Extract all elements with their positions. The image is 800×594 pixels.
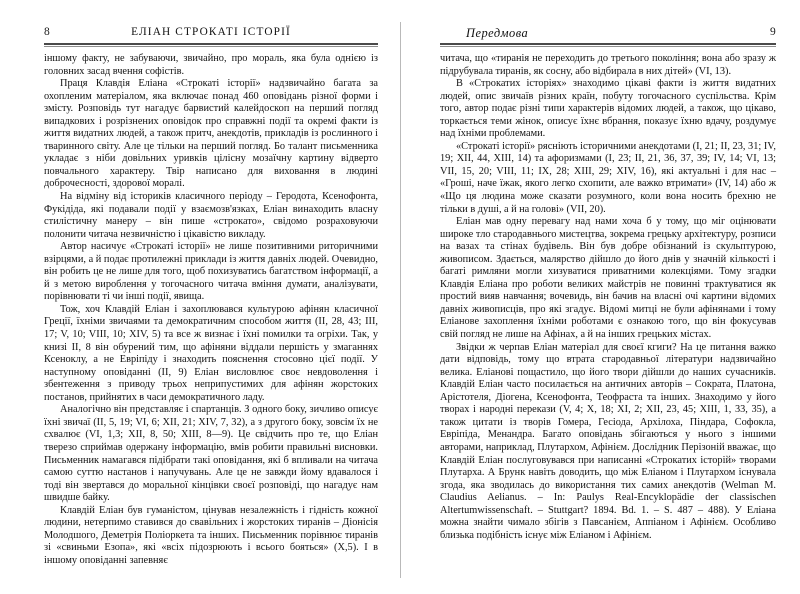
paragraph: Тож, хоч Клавдій Еліан і захоплювався культурою афінян класичної Греції, їхніми звичаями та демократичним способом життя (II, 28, 43; III, 17; V, 10; VIII, 10; XIV, 5) та все ж визнає і їхні помилки та огріхи. Так, у книзі II, 8 він обурений тим, що афіняни віддали першість у змаганнях Ксеноклу, а не Евріпіду і знаходить пояснення стосовно цієї події. У наступному оповіданні (II, 9) Еліан висловлює своє невдоволення і збентеження з приводу трьох неприпустимих для афінян жорстоких постанов, прийнятих в часи демократичного ладу. <box>44 303 378 403</box>
paragraph: На відміну від істориків класичного періоду – Геродота, Ксенофонта, Фукідіда, які подавали події у взаємозв'язках, Еліан винаходить власну стилістичну манеру – він пише «строкато», свідомо розраховуючи полонити читача незвичністю і цікавістю викладу. <box>44 191 378 240</box>
paragraph: Еліан мав одну перевагу над нами хоча б у тому, що міг оцінювати широке тло стародавнього мистецтва, зокрема грецьку архітектуру, розписи на вазах та стінах будівель. Він був добре обізнаний із скульптурою, живописом. Здається, малярство дійшло до його днів у значній кількості і багаті римляни могли хизуватися приватними колекціями. Тому згадки Клавдія Еліана про роботи великих майстрів не повинні трактуватися як простий вияв навчання; вочевидь, він бачив на власні очі картини відомих давніх живописців, про які згадує. Відомі митці не були афінянами і тому Еліанове захоплення їхніми роботами є ознакою того, що він фокусував свій погляд не лише на Афінах, а й на інших грецьких містах. <box>440 216 776 341</box>
paragraph: Аналогічно він представляє і спартанців. З одного боку, зичливо описує їхні звичаї (II, 5, 19; VI, 6; XII, 21; XIV, 7, 32), а з другого боку, зовсім їх не схвалює (VI, 1,3; XII, 8, 50; XIII, 8—9). Це свідчить про те, що Еліан тверезо сприймав одержану інформацію, вмів робити правильні висновки. Письменник намагався підібрати такі оповідання, які б впливали на читача самою суттю настанов і напучувань. Але це не завжди йому вдавалося і тоді він звертався до моральної кінцівки своєї розповіді, що нагадує нам швидше байку. <box>44 404 378 504</box>
body-text-verso <box>44 53 378 567</box>
running-head-verso <box>44 26 378 42</box>
head-rule-recto <box>440 43 776 47</box>
paragraph: В «Строкатих історіях» знаходимо цікаві факти із життя видатних людей, опис звичаїв різних країн, побуту тогочасного суспільства. Крім того, автор подає різні типи характерів відомих людей, а також, що цікаво, торкається теми жінок, описує їхнє вбрання, показує їхню вдачу, роздумує над їхніми проблемами. <box>440 78 776 140</box>
running-head-title-recto: Передмова <box>466 26 529 40</box>
page-recto <box>400 0 800 594</box>
paragraph: Автор насичує «Строкаті історії» не лише позитивними риторичними взірцями, а й подає протилежні приклади із життя давніх людей. Очевидно, він робить це не лише для того, щоб похизуватись багатством інформації, а й з метою вироблення у тогочасного читача вміння думати, аналізувати, порівнювати ті чи інші події, явища. <box>44 241 378 303</box>
head-rule-verso <box>44 43 378 47</box>
paragraph: Праця Клавдія Еліана «Строкаті історії» надзвичайно багата за охопленим матеріалом, яка включає понад 460 оповідань різної форми і змісту. Розповідь тут нагадує барвистий калейдоскоп на перший погляд випадкових і розрізнених оповідок про справжні події та окремі факти із життя видатних людей, а також притч, анекдотів, прикладів із рослинного і тваринного світу. Але це тільки на перший погляд. Бо талант письменника укладає з ніби довільних уривків цілісну мозаїчну картину відверто повчального характеру. Твір написано для виховання в людині доброчесності, здорової моралі. <box>44 78 378 190</box>
paragraph: Клавдій Еліан був гуманістом, цінував незалежність і гідність кожної людини, нетерпимо ставився до свавільних і жорстоких тиранів – Діонісія Молодшого, Деметрія Поліоркета та інших. Письменник порівнює тиранів зі «свиньми Езопа», які «всіх підозрюють і всього бояться» (Х,5). І в іншому оповіданні запевняє <box>44 504 378 566</box>
running-head-recto <box>440 26 776 42</box>
folio-number-recto: 9 <box>770 26 776 38</box>
paragraph: іншому факту, не забуваючи, звичайно, про мораль, яка була однією із головних засад вчення софістів. <box>44 53 378 77</box>
folio-number-verso: 8 <box>44 26 50 38</box>
running-head-title-verso: ЕЛІАН СТРОКАТІ ІСТОРІЇ <box>131 26 291 38</box>
body-text-recto <box>440 53 776 542</box>
paragraph: «Строкаті історії» рясніють історичними анекдотами (I, 21; II, 23, 31; IV, 19; XII, 44, XIII, 14) та афоризмами (I, 23; II, 21, 36, 37, 39; IV, 14; VI, 13; VII, 15, 20; VIII, 11; IX, 28; XIII, 29; XIV, 16), які актуальні і для нас – «Гроші, наче їжак, якого легко схопити, але важко втримати» (IV, 14) або ж «Що ця людина може сказати розумного, коли вона носить брехню не тільки в душі, а й на голові» (VII, 20). <box>440 140 776 215</box>
paragraph: Звідки ж черпав Еліан матеріал для своєї кгиги? На це питання важко дати відповідь, тому що втрата стародавньої літератури надзвичайно велика. Еліанові пощастило, що його твори дійшли до наших сучасників. Клавдій Еліан часто посилається на античних авторів – Сократа, Платона, Арістотеля, Діогена, Ксенофонта, Теофраста та інших. Знаходимо у його творах і народні перекази (V, 4; X, 18; XI, 2; XII, 23, 45; XIII, 1, 33, 35), а також цитати із творів Гомера, Гесіода, Архілоха, Піндара, Софокла, Евріпіда, Менандра. Багато оповідань збігаються у нього з іншими авторами, наприклад, Плутархом, Афінієм. Дослідник Перізоній вважає, що Клавдій Еліан послуговувався при написанні «Строкатих історій» творами Плутарха. А Брунк навіть доводить, що між Еліаном і Плутархом існувала згода, яка зводилась до використання тих самих анекдотів (Welman M. Claudius Aelianus. – In: Paulys Real-Encyklopädie der classischen Altertumwissenschaft. – Stuttgart? 1894. Bd. 1. – S. 487 – 488). У Еліана можна знайти чимало збігів з Павсанієм, Аппіаном і Афінієм. Особливо близька подібність існує між Еліаном і Афінієм. <box>440 341 776 541</box>
paragraph: читача, що «тиранія не переходить до третього покоління; вона або зразу ж підрубувала тиранів, як сосну, або відбирала в них дітей» (VI, 13). <box>440 53 776 77</box>
